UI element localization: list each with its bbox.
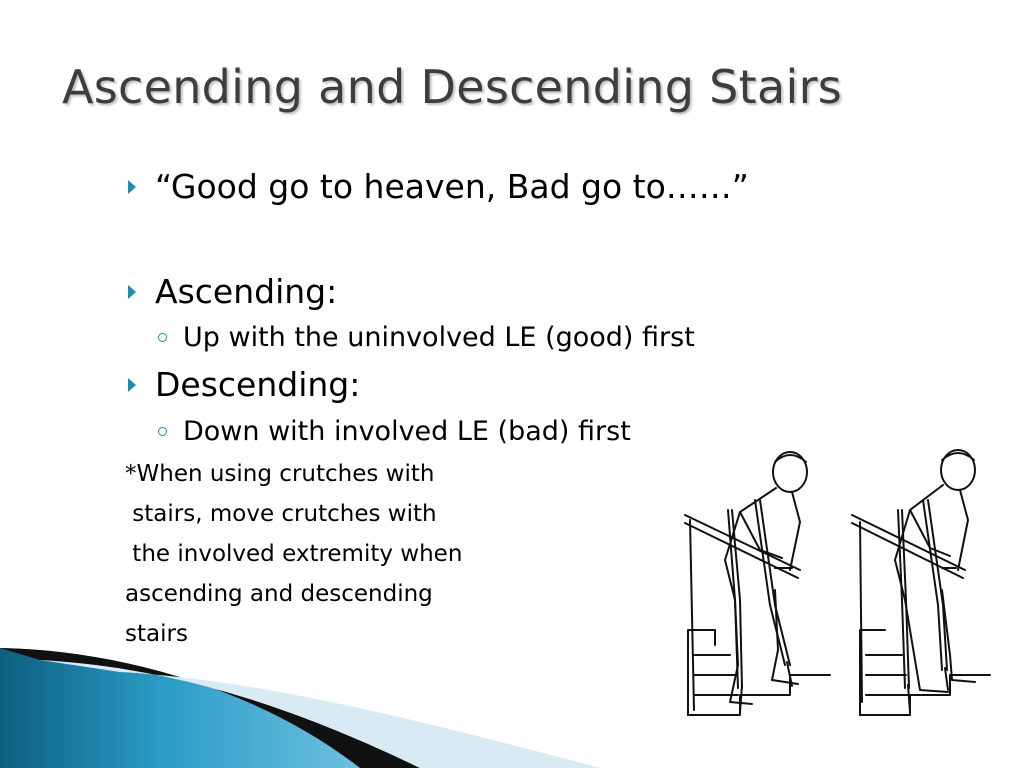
note-line: stairs, move crutches with	[125, 501, 437, 527]
sub-bullet-text: Down with involved LE (bad) first	[183, 416, 631, 447]
sub-bullet-circle-icon	[158, 427, 167, 436]
stairs-crutches-illustration	[680, 440, 1010, 740]
bullet-text: “Good go to heaven, Bad go to……”	[155, 167, 749, 206]
figure-ascending-illustration	[685, 452, 830, 715]
sub-bullet-text: Up with the uninvolved LE (good) first	[183, 322, 695, 353]
bullet-text: Descending:	[155, 365, 361, 404]
sub-bullet-circle-icon	[158, 333, 167, 342]
figure-descending-illustration	[852, 450, 990, 715]
note-line: stairs	[125, 621, 188, 647]
bullet-arrow-icon	[128, 378, 136, 392]
slide-title: Ascending and Descending Stairs	[62, 60, 843, 114]
bullet-arrow-icon	[128, 180, 136, 194]
bullet-text: Ascending:	[155, 272, 338, 311]
note-line: *When using crutches with	[125, 461, 435, 487]
note-line: the involved extremity when	[125, 541, 463, 567]
bullet-arrow-icon	[128, 285, 136, 299]
note-line: ascending and descending	[125, 581, 433, 607]
